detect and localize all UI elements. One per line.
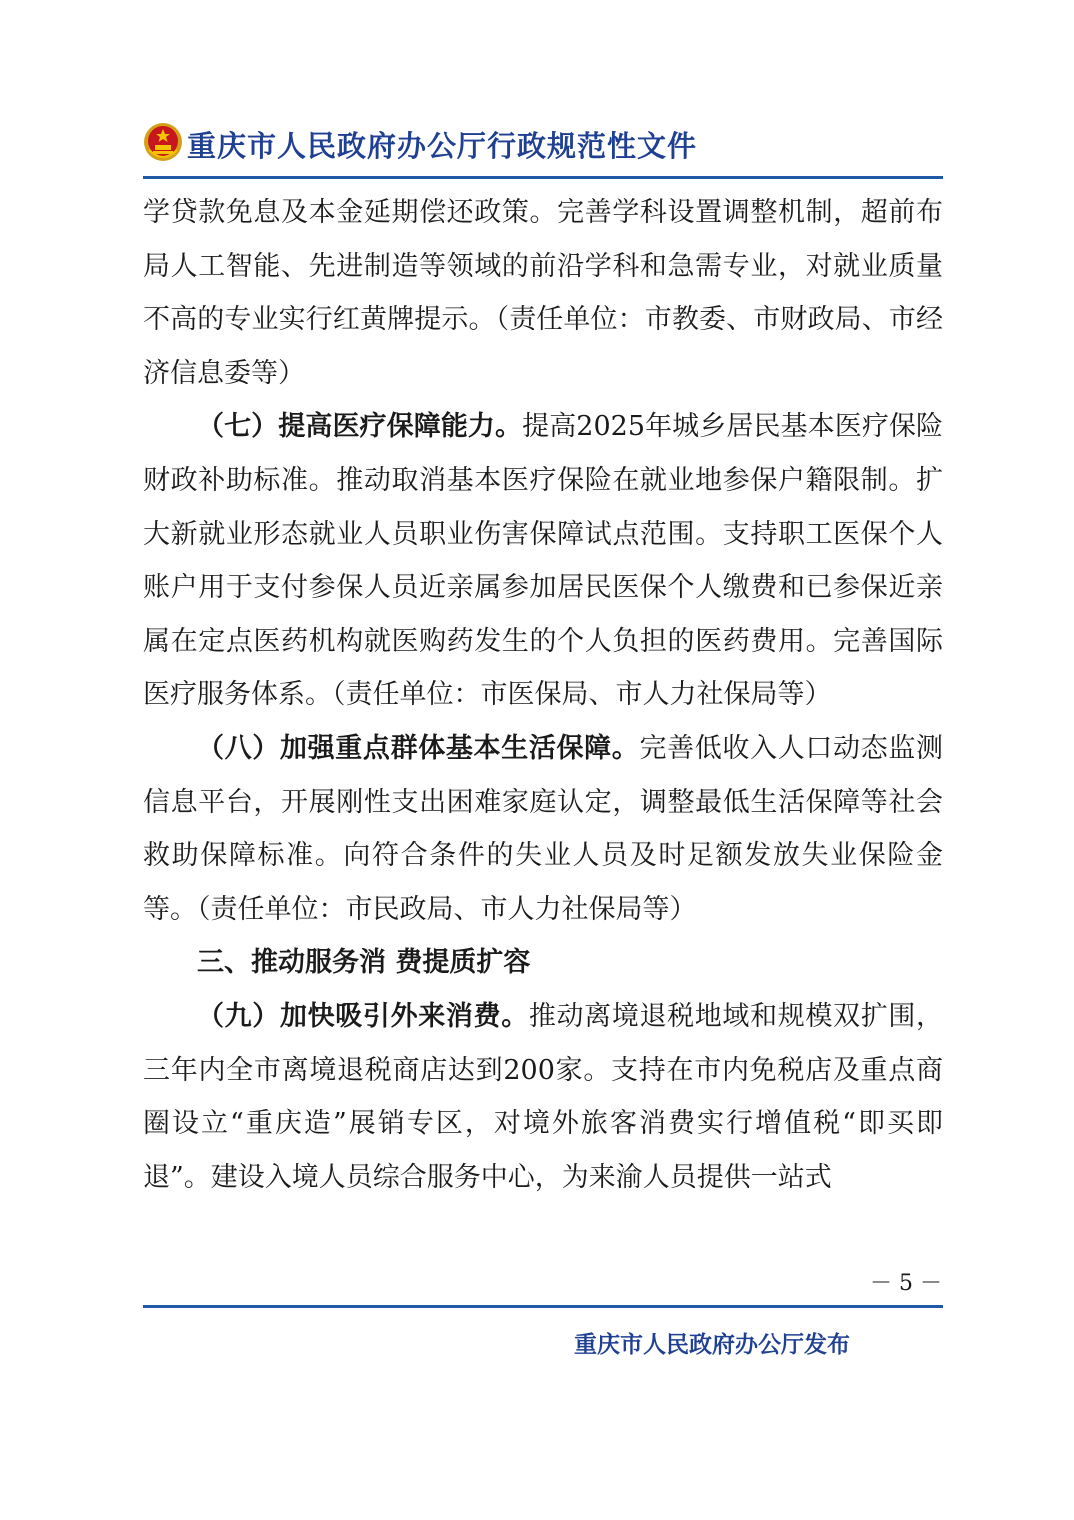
section-heading: 三、推动服务消 费提质扩容 bbox=[197, 947, 531, 979]
header-title: 重庆市人民政府办公厅行政规范性文件 bbox=[187, 129, 698, 163]
page-number: － 5 － bbox=[870, 1271, 942, 1296]
footer-divider bbox=[143, 1305, 943, 1308]
paragraph-text: 完善低收入人口动态监测信息平台，开展刚性支出困难家庭认定，调整最低生活保障等社会救助保障标准。向符合条件的失业人员及时足额发放失业保险金等。（责任单位：市民政局、市人力社保局等） bbox=[143, 732, 944, 925]
paragraph-external-consumption bbox=[143, 990, 943, 1204]
paragraph-lead: （八）加强重点群体基本生活保障。 bbox=[197, 732, 640, 764]
paragraph-medical-insurance bbox=[143, 400, 943, 722]
header-divider bbox=[143, 176, 943, 179]
footer-publisher: 重庆市人民政府办公厅发布 bbox=[574, 1332, 850, 1358]
paragraph-text: 推动离境退税地域和规模双扩围，三年内全市离境退税商店达到200家。支持在市内免税店及重点商圈设立“重庆造”展销专区，对境外旅客消费实行增值税“即买即退”。建设入境人员综合服务中心，为来渝人员提供一站式 bbox=[143, 1000, 944, 1193]
paragraph-lead: （七）提高医疗保障能力。 bbox=[197, 411, 523, 443]
paragraph-basic-living bbox=[143, 722, 943, 936]
national-emblem-icon bbox=[143, 120, 183, 164]
document-header bbox=[143, 120, 943, 170]
paragraph-text: 提高2025年城乡居民基本医疗保险财政补助标准。推动取消基本医疗保险在就业地参保户籍限制。扩大新就业形态就业人员职业伤害保障试点范围。支持职工医保个人账户用于支付参保人员近亲属参加居民医保个人缴费和已参保近亲属在定点医药机构就医购药发生的个人负担的医药费用。完善国际医疗服务体系。（责任单位：市医保局、市人力社保局等） bbox=[143, 411, 944, 711]
paragraph-lead: （九）加快吸引外来消费。 bbox=[197, 1000, 529, 1032]
paragraph-continued: 学贷款免息及本金延期偿还政策。完善学科设置调整机制，超前布局人工智能、先进制造等领域的前沿学科和急需专业，对就业质量不高的专业实行红黄牌提示。（责任单位：市教委、市财政局、市经济信息委等） bbox=[143, 197, 943, 389]
document-body bbox=[143, 186, 943, 1204]
